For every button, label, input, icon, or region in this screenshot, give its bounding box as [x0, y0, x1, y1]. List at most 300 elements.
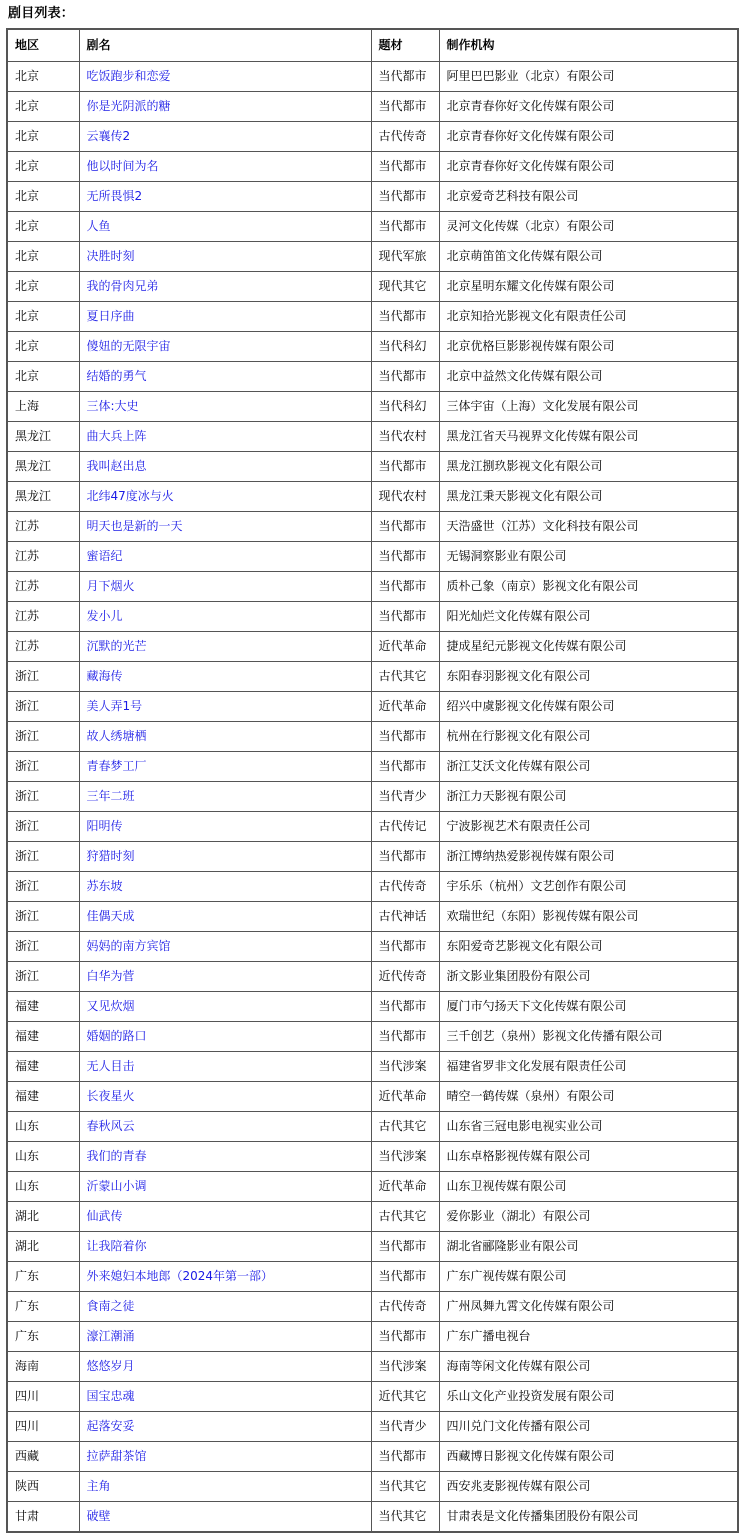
table-row	[7, 122, 738, 152]
cell-title	[79, 782, 371, 812]
cell-genre: 近代革命	[371, 632, 439, 662]
cell-region: 北京	[7, 182, 79, 212]
cell-genre: 当代都市	[371, 602, 439, 632]
cell-region: 山东	[7, 1172, 79, 1202]
cell-company: 海南等闲文化传媒有限公司	[439, 1352, 738, 1382]
cell-region: 北京	[7, 92, 79, 122]
cell-region: 江苏	[7, 572, 79, 602]
table-header	[7, 29, 738, 62]
cell-genre: 当代都市	[371, 752, 439, 782]
cell-company: 黑龙江捌玖影视文化有限公司	[439, 452, 738, 482]
drama-title-link[interactable]: 云襄传2	[86, 129, 131, 143]
cell-company: 乐山文化产业投资发展有限公司	[439, 1382, 738, 1412]
cell-title	[79, 572, 371, 602]
cell-title	[79, 1412, 371, 1442]
cell-region: 福建	[7, 1022, 79, 1052]
cell-genre: 现代军旅	[371, 242, 439, 272]
cell-company: 北京爱奇艺科技有限公司	[439, 182, 738, 212]
cell-region: 北京	[7, 272, 79, 302]
drama-title-link[interactable]: 狩猎时刻	[86, 849, 135, 863]
table-row	[7, 722, 738, 752]
cell-title	[79, 812, 371, 842]
drama-title-link[interactable]: 月下烟火	[86, 579, 135, 593]
cell-title	[79, 482, 371, 512]
drama-title-link[interactable]: 起落安妥	[86, 1419, 135, 1433]
cell-genre: 当代农村	[371, 422, 439, 452]
cell-company: 宁波影视艺术有限责任公司	[439, 812, 738, 842]
cell-title	[79, 932, 371, 962]
cell-region: 北京	[7, 242, 79, 272]
cell-title	[79, 392, 371, 422]
table-row	[7, 1172, 738, 1202]
cell-title	[79, 662, 371, 692]
table-row	[7, 1442, 738, 1472]
table-row	[7, 962, 738, 992]
table-row	[7, 1112, 738, 1142]
cell-region: 福建	[7, 992, 79, 1022]
cell-genre: 当代都市	[371, 62, 439, 92]
drama-title-link[interactable]: 明天也是新的一天	[86, 519, 183, 533]
cell-title	[79, 752, 371, 782]
cell-region: 上海	[7, 392, 79, 422]
cell-genre: 近代传奇	[371, 962, 439, 992]
cell-region: 北京	[7, 122, 79, 152]
cell-company: 厦门市勺扬天下文化传媒有限公司	[439, 992, 738, 1022]
cell-genre: 当代涉案	[371, 1352, 439, 1382]
cell-genre: 当代都市	[371, 1322, 439, 1352]
cell-region: 四川	[7, 1382, 79, 1412]
cell-region: 浙江	[7, 932, 79, 962]
cell-company: 浙江博纳热爱影视传媒有限公司	[439, 842, 738, 872]
table-row	[7, 1322, 738, 1352]
cell-company: 杭州在行影视文化有限公司	[439, 722, 738, 752]
table-row	[7, 62, 738, 92]
cell-genre: 当代都市	[371, 932, 439, 962]
cell-region: 黑龙江	[7, 452, 79, 482]
table-row	[7, 1412, 738, 1442]
drama-title-link[interactable]: 无人目击	[86, 1059, 135, 1073]
cell-genre: 当代都市	[371, 1262, 439, 1292]
cell-genre: 当代都市	[371, 512, 439, 542]
cell-company: 北京优格巨影影视传媒有限公司	[439, 332, 738, 362]
drama-title-link[interactable]: 濠江潮涌	[86, 1329, 135, 1343]
drama-title-link[interactable]: 吃饭跑步和恋爱	[86, 69, 171, 83]
cell-region: 黑龙江	[7, 482, 79, 512]
drama-title-link[interactable]: 沂蒙山小调	[86, 1179, 147, 1193]
cell-genre: 当代都市	[371, 572, 439, 602]
cell-title	[79, 1352, 371, 1382]
table-row	[7, 542, 738, 572]
cell-genre: 当代科幻	[371, 392, 439, 422]
cell-title	[79, 962, 371, 992]
cell-company: 北京知拾光影视文化有限责任公司	[439, 302, 738, 332]
cell-company: 甘肃表是文化传播集团股份有限公司	[439, 1502, 738, 1533]
drama-title-link[interactable]: 三年二班	[86, 789, 135, 803]
table-row	[7, 92, 738, 122]
cell-title	[79, 1292, 371, 1322]
cell-company: 晴空一鹤传媒（泉州）有限公司	[439, 1082, 738, 1112]
table-row	[7, 1352, 738, 1382]
cell-title	[79, 1232, 371, 1262]
table-row	[7, 752, 738, 782]
cell-title	[79, 1022, 371, 1052]
cell-company: 宇乐乐（杭州）文艺创作有限公司	[439, 872, 738, 902]
page-title: 剧目列表：	[8, 6, 75, 21]
drama-title-link[interactable]: 婚姻的路口	[86, 1029, 147, 1043]
cell-title	[79, 212, 371, 242]
cell-title	[79, 1262, 371, 1292]
drama-title-link[interactable]: 悠悠岁月	[86, 1359, 135, 1373]
cell-region: 江苏	[7, 632, 79, 662]
cell-company: 浙江力天影视有限公司	[439, 782, 738, 812]
table-row	[7, 1262, 738, 1292]
cell-company: 捷成星纪元影视文化传媒有限公司	[439, 632, 738, 662]
cell-genre: 当代都市	[371, 92, 439, 122]
cell-region: 山东	[7, 1142, 79, 1172]
cell-company: 三体宇宙（上海）文化发展有限公司	[439, 392, 738, 422]
drama-title-link[interactable]: 结婚的勇气	[86, 369, 147, 383]
cell-company: 西安兆麦影视传媒有限公司	[439, 1472, 738, 1502]
cell-genre: 当代都市	[371, 1232, 439, 1262]
table-row	[7, 362, 738, 392]
table-row	[7, 872, 738, 902]
column-header-region: 地区	[7, 29, 79, 62]
drama-title-link[interactable]: 蜜语纪	[86, 549, 123, 563]
cell-company: 湖北省郦隆影业有限公司	[439, 1232, 738, 1262]
table-row	[7, 422, 738, 452]
cell-region: 广东	[7, 1322, 79, 1352]
drama-title-link[interactable]: 仙武传	[86, 1209, 123, 1223]
cell-title	[79, 422, 371, 452]
cell-genre: 现代其它	[371, 272, 439, 302]
cell-title	[79, 842, 371, 872]
cell-title	[79, 1112, 371, 1142]
drama-title-link[interactable]: 曲大兵上阵	[86, 429, 147, 443]
cell-region: 北京	[7, 302, 79, 332]
column-header-title: 剧名	[79, 29, 371, 62]
cell-title	[79, 1082, 371, 1112]
drama-title-link[interactable]: 决胜时刻	[86, 249, 135, 263]
drama-title-link[interactable]: 夏日序曲	[86, 309, 135, 323]
cell-company: 广州凤舞九霄文化传媒有限公司	[439, 1292, 738, 1322]
cell-region: 北京	[7, 152, 79, 182]
cell-genre: 当代青少	[371, 782, 439, 812]
cell-title	[79, 242, 371, 272]
table-row	[7, 332, 738, 362]
table-row	[7, 1232, 738, 1262]
cell-genre: 当代都市	[371, 452, 439, 482]
table-row	[7, 512, 738, 542]
cell-title	[79, 692, 371, 722]
cell-title	[79, 1322, 371, 1352]
cell-company: 北京青春你好文化传媒有限公司	[439, 152, 738, 182]
table-row	[7, 1382, 738, 1412]
drama-title-link[interactable]: 外来媳妇本地郎（2024年第一部）	[86, 1269, 274, 1283]
cell-region: 北京	[7, 62, 79, 92]
cell-genre: 当代都市	[371, 722, 439, 752]
cell-genre: 当代都市	[371, 212, 439, 242]
cell-region: 浙江	[7, 692, 79, 722]
cell-region: 浙江	[7, 902, 79, 932]
cell-region: 山东	[7, 1112, 79, 1142]
cell-genre: 当代其它	[371, 1472, 439, 1502]
cell-region: 湖北	[7, 1232, 79, 1262]
cell-genre: 当代涉案	[371, 1052, 439, 1082]
cell-region: 四川	[7, 1412, 79, 1442]
table-row	[7, 302, 738, 332]
cell-region: 西藏	[7, 1442, 79, 1472]
cell-title	[79, 602, 371, 632]
cell-title	[79, 182, 371, 212]
cell-genre: 近代革命	[371, 1082, 439, 1112]
cell-region: 浙江	[7, 722, 79, 752]
table-row	[7, 482, 738, 512]
cell-company: 福建省罗非文化发展有限责任公司	[439, 1052, 738, 1082]
cell-company: 山东卫视传媒有限公司	[439, 1172, 738, 1202]
drama-title-link[interactable]: 我们的青春	[86, 1149, 147, 1163]
cell-title	[79, 92, 371, 122]
drama-title-link[interactable]: 沉默的光芒	[86, 639, 147, 653]
cell-region: 广东	[7, 1292, 79, 1322]
cell-region: 海南	[7, 1352, 79, 1382]
drama-title-link[interactable]: 三体:大史	[86, 399, 139, 413]
cell-title	[79, 362, 371, 392]
cell-region: 甘肃	[7, 1502, 79, 1533]
cell-genre: 当代都市	[371, 1022, 439, 1052]
cell-genre: 当代其它	[371, 1502, 439, 1533]
cell-title	[79, 1172, 371, 1202]
table-row	[7, 992, 738, 1022]
cell-genre: 当代都市	[371, 1442, 439, 1472]
cell-company: 浙文影业集团股份有限公司	[439, 962, 738, 992]
table-row	[7, 692, 738, 722]
cell-genre: 近代其它	[371, 1382, 439, 1412]
table-row	[7, 1022, 738, 1052]
drama-title-link[interactable]: 你是光阴派的糖	[86, 99, 171, 113]
cell-title	[79, 1052, 371, 1082]
table-row	[7, 182, 738, 212]
drama-title-link[interactable]: 故人绣塘栖	[86, 729, 147, 743]
cell-region: 广东	[7, 1262, 79, 1292]
cell-company: 无锡洞察影业有限公司	[439, 542, 738, 572]
cell-region: 北京	[7, 212, 79, 242]
drama-list-table	[6, 28, 739, 1533]
drama-title-link[interactable]: 发小儿	[86, 609, 123, 623]
table-row	[7, 1472, 738, 1502]
cell-title	[79, 512, 371, 542]
cell-company: 黑龙江秉天影视文化有限公司	[439, 482, 738, 512]
cell-region: 浙江	[7, 872, 79, 902]
cell-company: 阿里巴巴影业（北京）有限公司	[439, 62, 738, 92]
cell-genre: 古代其它	[371, 1112, 439, 1142]
cell-genre: 当代都市	[371, 182, 439, 212]
cell-region: 浙江	[7, 662, 79, 692]
cell-genre: 当代都市	[371, 842, 439, 872]
cell-title	[79, 452, 371, 482]
drama-title-link[interactable]: 我的骨肉兄弟	[86, 279, 159, 293]
cell-region: 浙江	[7, 752, 79, 782]
cell-genre: 当代都市	[371, 542, 439, 572]
cell-company: 北京萌笛笛文化传媒有限公司	[439, 242, 738, 272]
cell-company: 四川兑门文化传播有限公司	[439, 1412, 738, 1442]
table-row	[7, 1142, 738, 1172]
cell-region: 江苏	[7, 602, 79, 632]
cell-genre: 古代传记	[371, 812, 439, 842]
cell-region: 福建	[7, 1082, 79, 1112]
drama-title-link[interactable]: 无所畏惧2	[86, 189, 143, 203]
cell-title	[79, 1502, 371, 1533]
cell-company: 山东卓格影视传媒有限公司	[439, 1142, 738, 1172]
drama-title-link[interactable]: 美人弄1号	[86, 699, 143, 713]
drama-title-link[interactable]: 拉萨甜茶馆	[86, 1449, 147, 1463]
table-row	[7, 242, 738, 272]
cell-company: 北京青春你好文化传媒有限公司	[439, 92, 738, 122]
table-row	[7, 452, 738, 482]
cell-title	[79, 272, 371, 302]
cell-title	[79, 62, 371, 92]
cell-region: 陕西	[7, 1472, 79, 1502]
cell-company: 东阳春羽影视文化有限公司	[439, 662, 738, 692]
drama-title-link[interactable]: 苏东坡	[86, 879, 123, 893]
cell-region: 浙江	[7, 812, 79, 842]
cell-genre: 近代革命	[371, 692, 439, 722]
drama-title-link[interactable]: 阳明传	[86, 819, 123, 833]
cell-title	[79, 332, 371, 362]
cell-title	[79, 1442, 371, 1472]
cell-company: 黑龙江省天马视界文化传媒有限公司	[439, 422, 738, 452]
table-row	[7, 212, 738, 242]
cell-genre: 当代都市	[371, 362, 439, 392]
cell-genre: 近代革命	[371, 1172, 439, 1202]
cell-company: 绍兴中虞影视文化传媒有限公司	[439, 692, 738, 722]
cell-company: 灵河文化传媒（北京）有限公司	[439, 212, 738, 242]
column-header-company: 制作机构	[439, 29, 738, 62]
table-row	[7, 272, 738, 302]
table-row	[7, 932, 738, 962]
drama-title-link[interactable]: 国宝忠魂	[86, 1389, 135, 1403]
drama-title-link[interactable]: 又见炊烟	[86, 999, 135, 1013]
cell-genre: 古代其它	[371, 662, 439, 692]
table-row	[7, 1202, 738, 1232]
cell-company: 北京中益然文化传媒有限公司	[439, 362, 738, 392]
cell-region: 浙江	[7, 782, 79, 812]
cell-region: 江苏	[7, 512, 79, 542]
cell-genre: 古代传奇	[371, 122, 439, 152]
cell-company: 广东广视传媒有限公司	[439, 1262, 738, 1292]
cell-region: 浙江	[7, 962, 79, 992]
cell-company: 北京青春你好文化传媒有限公司	[439, 122, 738, 152]
cell-company: 浙江艾沃文化传媒有限公司	[439, 752, 738, 782]
cell-region: 北京	[7, 362, 79, 392]
table-row	[7, 1292, 738, 1322]
cell-genre: 古代传奇	[371, 872, 439, 902]
cell-genre: 当代都市	[371, 302, 439, 332]
cell-title	[79, 302, 371, 332]
cell-company: 质朴己象（南京）影视文化有限公司	[439, 572, 738, 602]
cell-region: 浙江	[7, 842, 79, 872]
cell-genre: 当代都市	[371, 992, 439, 1022]
drama-title-link[interactable]: 让我陪着你	[86, 1239, 147, 1253]
cell-region: 黑龙江	[7, 422, 79, 452]
cell-title	[79, 1382, 371, 1412]
table-body	[7, 62, 738, 1533]
table-row	[7, 1052, 738, 1082]
cell-company: 山东省三冠电影电视实业公司	[439, 1112, 738, 1142]
cell-genre: 古代传奇	[371, 1292, 439, 1322]
table-row	[7, 902, 738, 932]
cell-genre: 现代农村	[371, 482, 439, 512]
table-row	[7, 392, 738, 422]
table-row	[7, 152, 738, 182]
table-row	[7, 662, 738, 692]
cell-genre: 当代都市	[371, 152, 439, 182]
cell-company: 阳光灿烂文化传媒有限公司	[439, 602, 738, 632]
cell-region: 北京	[7, 332, 79, 362]
cell-company: 三千创艺（泉州）影视文化传播有限公司	[439, 1022, 738, 1052]
cell-company: 爱你影业（湖北）有限公司	[439, 1202, 738, 1232]
cell-region: 湖北	[7, 1202, 79, 1232]
cell-company: 东阳爱奇艺影视文化有限公司	[439, 932, 738, 962]
table-row	[7, 842, 738, 872]
table-row	[7, 782, 738, 812]
cell-title	[79, 632, 371, 662]
cell-title	[79, 542, 371, 572]
drama-title-link[interactable]: 破壁	[86, 1509, 111, 1523]
cell-title	[79, 122, 371, 152]
cell-genre: 古代神话	[371, 902, 439, 932]
table-row	[7, 572, 738, 602]
drama-title-link[interactable]: 白华为菅	[86, 969, 135, 983]
cell-title	[79, 992, 371, 1022]
table-header-row	[7, 29, 738, 62]
drama-title-link[interactable]: 长夜星火	[86, 1089, 135, 1103]
cell-company: 北京星明东耀文化传媒有限公司	[439, 272, 738, 302]
drama-title-link[interactable]: 妈妈的南方宾馆	[86, 939, 171, 953]
drama-title-link[interactable]: 藏海传	[86, 669, 123, 683]
drama-title-link[interactable]: 食南之徒	[86, 1299, 135, 1313]
cell-genre: 古代其它	[371, 1202, 439, 1232]
column-header-genre: 题材	[371, 29, 439, 62]
table-row	[7, 812, 738, 842]
cell-region: 江苏	[7, 542, 79, 572]
cell-company: 天浩盛世（江苏）文化科技有限公司	[439, 512, 738, 542]
table-row	[7, 602, 738, 632]
cell-title	[79, 1202, 371, 1232]
table-row	[7, 1082, 738, 1112]
cell-company: 西藏博日影视文化传媒有限公司	[439, 1442, 738, 1472]
drama-title-link[interactable]: 他以时间为名	[86, 159, 159, 173]
cell-genre: 当代涉案	[371, 1142, 439, 1172]
table-row	[7, 632, 738, 662]
drama-title-link[interactable]: 春秋风云	[86, 1119, 135, 1133]
cell-title	[79, 902, 371, 932]
table-row	[7, 1502, 738, 1533]
drama-title-link[interactable]: 北纬47度冰与火	[86, 489, 174, 503]
drama-title-link[interactable]: 佳偶天成	[86, 909, 135, 923]
cell-region: 福建	[7, 1052, 79, 1082]
cell-title	[79, 722, 371, 752]
drama-title-link[interactable]: 我叫赵出息	[86, 459, 147, 473]
cell-title	[79, 1142, 371, 1172]
cell-company: 欢瑞世纪（东阳）影视传媒有限公司	[439, 902, 738, 932]
cell-genre: 当代科幻	[371, 332, 439, 362]
drama-title-link[interactable]: 傻妞的无限宇宙	[86, 339, 171, 353]
drama-title-link[interactable]: 青春梦工厂	[86, 759, 147, 773]
drama-title-link[interactable]: 人鱼	[86, 219, 111, 233]
cell-title	[79, 872, 371, 902]
cell-title	[79, 152, 371, 182]
drama-title-link[interactable]: 主角	[86, 1479, 111, 1493]
